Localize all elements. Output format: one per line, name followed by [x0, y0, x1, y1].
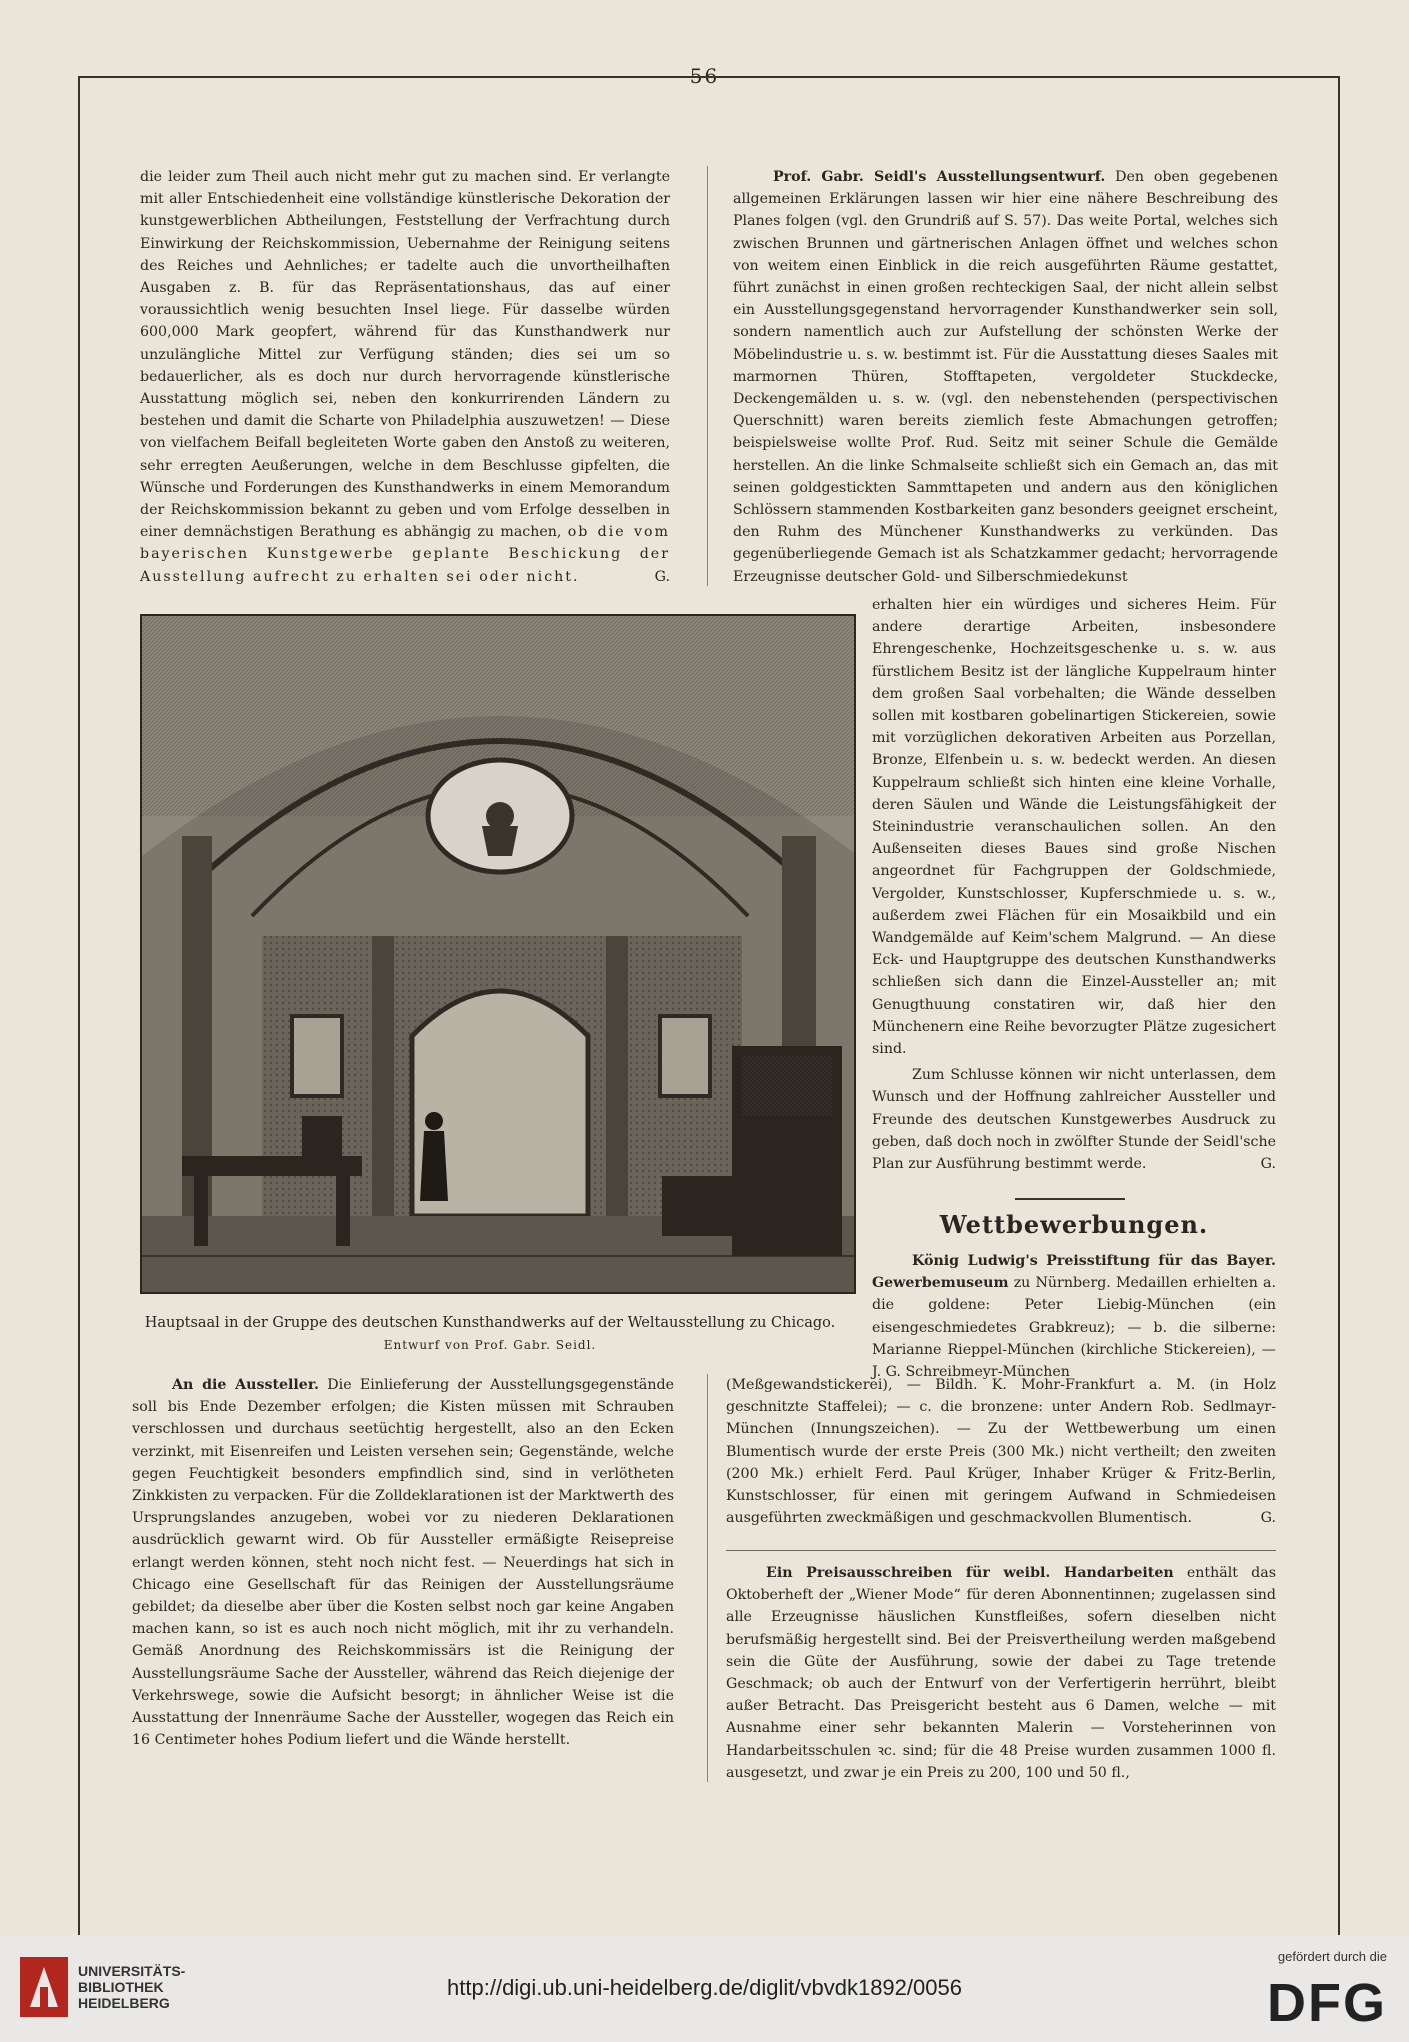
article-column-left-top [140, 166, 670, 592]
article-column-right-bottom-2 [726, 1562, 1276, 1788]
section-rule [1015, 1198, 1125, 1200]
article-heading: An die Aussteller. [172, 1377, 319, 1393]
column-divider [707, 1374, 708, 1782]
article-text: enthält das Oktoberheft der „Wiener Mode“ für deren Abonnentinnen; zugelassen sind alle Erzeugnisse häuslichen Kunstfleißes, sofern dieselben nicht berufsmäßig hergestellt sind. Bei der Preisvertheilung werden maßgebend sein die Güte der Ausführung, sowie der dabei zu Tage tretende Geschmack; ob auch der Entwurf von der Verfertigerin herrührt, bleibt außer Betracht. Das Preisgericht besteht aus 6 Damen, welche — mit Ausnahme einer sehr bekannten Malerin — Vorsteherinnen von Handarbeitsschulen ꝛc. sind; für die 48 Preise wurden zusammen 1000 fl. ausgesetzt, und zwar je ein Preis zu 200, 100 und 50 fl., [726, 1565, 1276, 1781]
article-signature: G. [1260, 1510, 1276, 1527]
article-signature: G. [1260, 1156, 1276, 1173]
article-text: erhalten hier ein würdiges und sicheres Heim. Für andere derartige Arbeiten, insbesondere Ehrengeschenke, Hochzeitsgeschenke u. s. w. aus fürstlichem Besitz ist der längliche Kuppelraum hinter dem großen Saal vorbehalten; die Wände desselben sollen mit kostbaren gobelinartigen Stickereien, sowie mit vorzüglichen dekorativen Arbeiten aus Porzellan, Bronze, Elfenbein u. s. w. bedeckt werden. An diesen Kuppelraum schließt sich hinten eine kleine Vorhalle, deren Säulen und Wände die Leistungsfähigkeit der Steinindustrie veranschaulichen sollen. An den Außenseiten dieses Baues sind große Nischen angeordnet für Fachgruppen der Goldschmiede, Vergolder, Kunstschlosser, Kupferschmiede u. s. w., außerdem zwei Flächen für ein Mosaikbild und ein Wandgemälde auf Keim'schem Malgrund. — An diese Eck- und Hauptgruppe des deutschen Kunsthandwerks schließen sich dann die Einzel-Aussteller an; mit Genugthuung constatiren wir, daß hier den Münchenern eine Reihe bevorzugter Plätze zugesichert sind. [872, 597, 1276, 1058]
article-text: Den oben gegebenen allgemeinen Erklärungen lassen wir hier eine nähere Beschreibung des Planes folgen (vgl. den Grundriß auf S. 57). Das weite Portal, welches sich zwischen Brunnen und gärtnerischen Anlagen öffnet und welches schon von weitem einen Einblick in die reich ausgeführten Räume gestattet, führt zunächst in einen großen rechteckigen Saal, der nicht allein selbst ein Ausstellungsgegenstand hervorragender Kunsthandwerker sein soll, sondern namentlich auch zur Aufstellung der schönsten Werke der Möbelindustrie u. s. w. bestimmt ist. Für die Ausstattung dieses Saales mit marmornen Thüren, Stofftapeten, vergoldeter Stuckdecke, Deckengemälden u. s. w. (vgl. den nebenstehenden (perspectivischen Querschnitt) waren bereits ziemlich feste Abmachungen getroffen; beispielsweise wollte Prof. Rud. Seitz mit seiner Schule die Gemälde herstellen. An die linke Schmalseite schließt sich ein Gemach an, das mit seinen goldgestickten Sammttapeten und andern aus den königlichen Schlössern stammenden Kostbarkeiten ganz besonders geeignet erscheint, den Ruhm des Münchener Kunsthandwerks zu verkünden. Das gegenüberliegende Gemach ist als Schatzkammer gedacht; hervorragende Erzeugnisse deutscher Gold- und Silberschmiedekunst [733, 169, 1278, 585]
article-column-left-bottom [132, 1374, 674, 1755]
article-heading: Prof. Gabr. Seidl's Ausstellungsentwurf. [773, 169, 1106, 185]
article-signature: G. [654, 568, 670, 585]
university-name: UNIVERSITÄTS- BIBLIOTHEK HEIDELBERG [78, 1963, 186, 2011]
caption-credit: Entwurf von Prof. Gabr. Seidl. [383, 1338, 597, 1352]
article-column-right-continued [872, 594, 1276, 1179]
funding-note: gefördert durch die [1277, 1949, 1387, 1964]
hall-illustration [140, 614, 856, 1294]
article-heading: Ein Preisausschreiben für weibl. Handarbeiten [766, 1565, 1174, 1581]
column-divider [707, 166, 708, 586]
article-spaced-text: ob die vom bayerischen Kunstgewerbe geplante Beschickung der Ausstellung aufrecht zu erhalten sei oder nicht. [140, 524, 670, 585]
section-heading: Wettbewerbungen. [939, 1210, 1209, 1239]
competition-text: zu Nürnberg. Medaillen erhielten a. die goldene: Peter Liebig-München (ein eisengeschmiedetes Grabkreuz); — b. die silberne: Marianne Rieppel-München (kirchliche Stickereien), — J. G. Schreibmeyr-München [872, 1275, 1276, 1381]
article-text: (Meßgewandstickerei), — Bildh. K. Mohr-Frankfurt a. M. (in Holz geschnitzte Staffelei); — c. die bronzene: unter Andern Rob. Sedlmayr-München (Innungszeichen). — Zu der Wettbewerbung um einen Blumentisch wurde der erste Preis (300 Mk.) nicht vertheilt; den zweiten (200 Mk.) erhielt Ferd. Paul Krüger, Inhaber Krüger & Fritz-Berlin, Kunstschlosser, für einen mit geringem Aufwand in Schmiedeisen ausgeführten zweckmäßigen und geschmackvollen Blumentisch. [726, 1377, 1276, 1527]
competition-intro [872, 1250, 1276, 1387]
dfg-logo[interactable]: DFG [1267, 1973, 1387, 2033]
article-column-right-top [733, 166, 1278, 592]
hall-engraving [142, 616, 856, 1294]
article-text: Die Einlieferung der Ausstellungsgegenstände soll bis Ende Dezember erfolgen; die Kisten müssen mit Schrauben verschlossen und durchaus seetüchtig hergestellt, also an den Ecken verzinkt, mit Eisenreifen und Leisten versehen sein; Gegenstände, welche gegen Feuchtigkeit besonders empfindlich sind, sind in verlötheten Zinkkisten zu verpacken. Für die Zolldeklarationen ist der Marktwerth des Ursprungslandes anzugeben, wobei vor zu niederen Deklarationen ausdrücklich gewarnt wird. Ob für Aussteller ermäßigte Reisepreise erlangt werden können, steht noch nicht fest. — Neuerdings hat sich in Chicago eine Gesellschaft für das Reinigen der Ausstellungsräume gebildet; da dieselbe aber über die Kosten selbst noch gar keine Angaben machen kann, so ist es auch noch nicht möglich, mit ihr zu verhandeln. Gemäß Anordnung des Reichskommissärs ist die Reinigung der Ausstellungsräume Sache der Aussteller, während das Reich diejenige der Verkehrswege, sowie die Aufsicht besorgt; in ähnlicher Weise ist die Ausstattung der Innenräume Sache der Aussteller, wogegen das Reich ein 16 Centimeter hohes Podium liefert und die Wände herstellt. [132, 1377, 674, 1749]
competition-title: König Ludwig's Preisstiftung für das Bayer. Gewerbemuseum [872, 1253, 1276, 1292]
page-number: 56 [689, 64, 720, 88]
article-text: Zum Schlusse können wir nicht unterlassen, dem Wunsch und der Hoffnung zahlreicher Aussteller und Freunde des deutschen Kunstgewerbes Ausdruck zu geben, daß doch noch in zwölfter Stunde der Seidl'sche Plan zur Ausführung bestimmt werde. [872, 1067, 1276, 1173]
article-column-right-bottom [726, 1374, 1276, 1533]
caption-text: Hauptsaal in der Gruppe des deutschen Kunsthandwerks auf der Weltausstellung zu Chicago. [144, 1315, 836, 1331]
viewer-footer [0, 1935, 1409, 2042]
page-url[interactable]: http://digi.ub.uni-heidelberg.de/diglit/vbvdk1892/0056 [447, 1975, 962, 2000]
illustration-caption [120, 1312, 860, 1356]
article-text: die leider zum Theil auch nicht mehr gut zu machen sind. Er verlangte mit aller Entschiedenheit eine vollständige künstlerische Dekoration der kunstgewerblichen Abtheilungen, Feststellung der Verfrachtung durch Einwirkung der Reichskommission, Uebernahme der Reinigung seitens des Reiches und Aehnliches; er tadelte auch die unvortheilhaften Ausgaben z. B. für das Repräsentationshaus, das auf einer voraussichtlich wenig besuchten Insel liege. Für dasselbe würden 600,000 Mark geopfert, während für das Kunsthandwerk nur unzulängliche Mittel zur Verfügung ständen; dies sei um so bedauerlicher, als es doch nur durch hervorragende künstlerische Ausstattung möglich sei, neben den konkurrirenden Ländern zu bestehen und damit die Scharte von Philadelphia auszuwetzen! — Diese von vielfachem Beifall begleiteten Worte gaben den Anstoß zu weiteren, sehr erregten Aeußerungen, welche in dem Beschlusse gipfelten, die Wünsche und Forderungen des Kunsthandwerks in einem Memorandum der Reichskommission bekannt zu geben und vom Erfolge desselben in einer demnächstigen Berathung es abhängig zu machen, [140, 169, 670, 541]
section-rule [726, 1550, 1276, 1551]
